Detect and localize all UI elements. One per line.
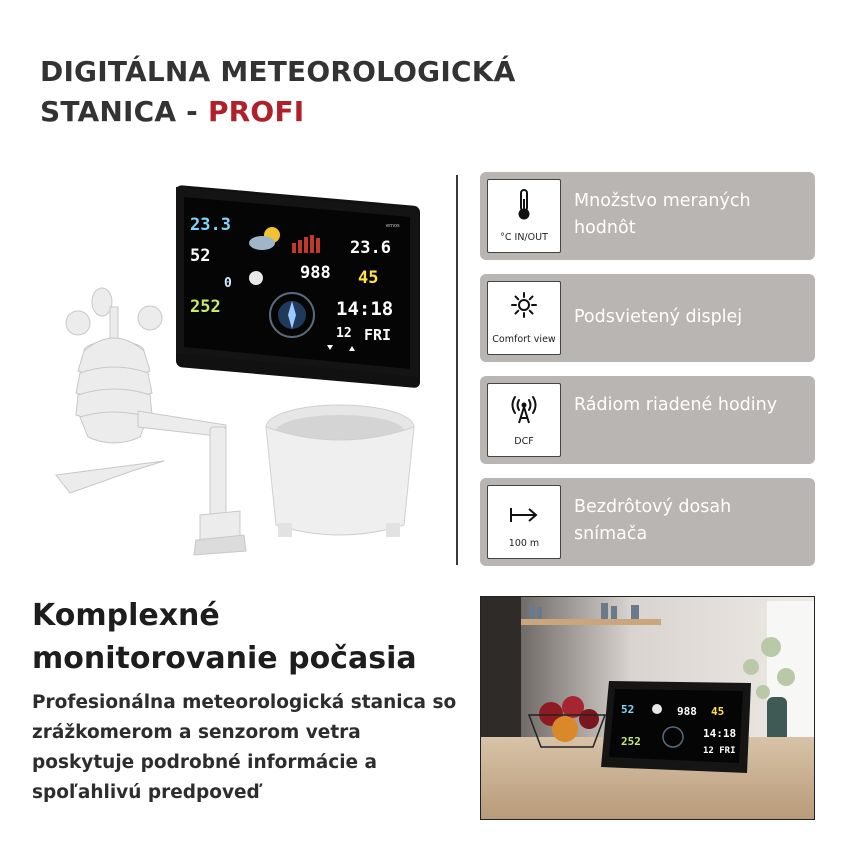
svg-text:988: 988 [677,705,697,718]
title-line-2 [40,92,540,132]
rain-gauge [266,405,414,537]
display-console [176,185,420,388]
display-day: 12 [336,326,352,341]
feature-icon-box [487,485,561,559]
feature-measured-values [480,172,815,260]
description: Profesionálna meteorologická stanica so zrážkomerom a senzorom vetra poskytuje podrobné informácie a spoľahlivú predpoveď [32,692,457,803]
feature-icon-box [487,179,561,253]
svg-text:252: 252 [621,735,641,748]
feature-text: Množstvo meraných hodnôt [574,191,751,238]
svg-text:52: 52 [621,703,635,716]
vertical-divider [456,175,458,565]
page-title [40,52,540,132]
display-pressure: 988 [300,263,331,283]
feature-caption: 100 m [508,538,540,549]
display-hum-in: 52 [190,246,211,266]
product-image [40,175,440,565]
lifestyle-photo-illustration [481,597,815,820]
display-temp-in: 23.3 [190,215,231,235]
display-time: 14:18 [336,298,394,320]
display-brand: emos [386,223,400,229]
headline: Komplexné monitorovanie počasia [32,598,417,676]
svg-text:45: 45 [711,705,725,718]
feature-backlit-display [480,274,815,362]
feature-text: Bezdrôtový dosah snímača [574,497,732,544]
display-wind: 0 [224,276,232,291]
feature-caption: DCF [514,436,534,447]
thermometer-icon [488,190,560,220]
title-line-1: DIGITÁLNA METEOROLOGICKÁ [40,55,516,88]
feature-icon-box [487,383,561,457]
display-weekday: FRI [364,326,392,344]
feature-text: Podsvietený displej [574,307,743,327]
svg-text:14:18: 14:18 [703,727,737,740]
lifestyle-photo [480,596,815,820]
feature-text: Rádiom riadené hodiny [574,395,778,415]
display-rain: 252 [190,297,221,317]
feature-caption: Comfort view [492,334,556,345]
sun-icon [488,290,560,320]
radio-antenna-icon [488,394,560,424]
svg-text:12 FRI: 12 FRI [703,746,736,756]
feature-caption: °C IN/OUT [500,232,548,243]
title-accent: PROFI [207,95,305,128]
title-prefix: STANICA - [40,95,208,128]
arrow-range-icon [488,500,560,530]
feature-wireless-range [480,478,815,566]
feature-icon-box [487,281,561,355]
weather-station-illustration [40,175,440,565]
feature-radio-clock [480,376,815,464]
display-temp-out: 23.6 [350,238,391,258]
display-hum-out: 45 [358,268,379,288]
